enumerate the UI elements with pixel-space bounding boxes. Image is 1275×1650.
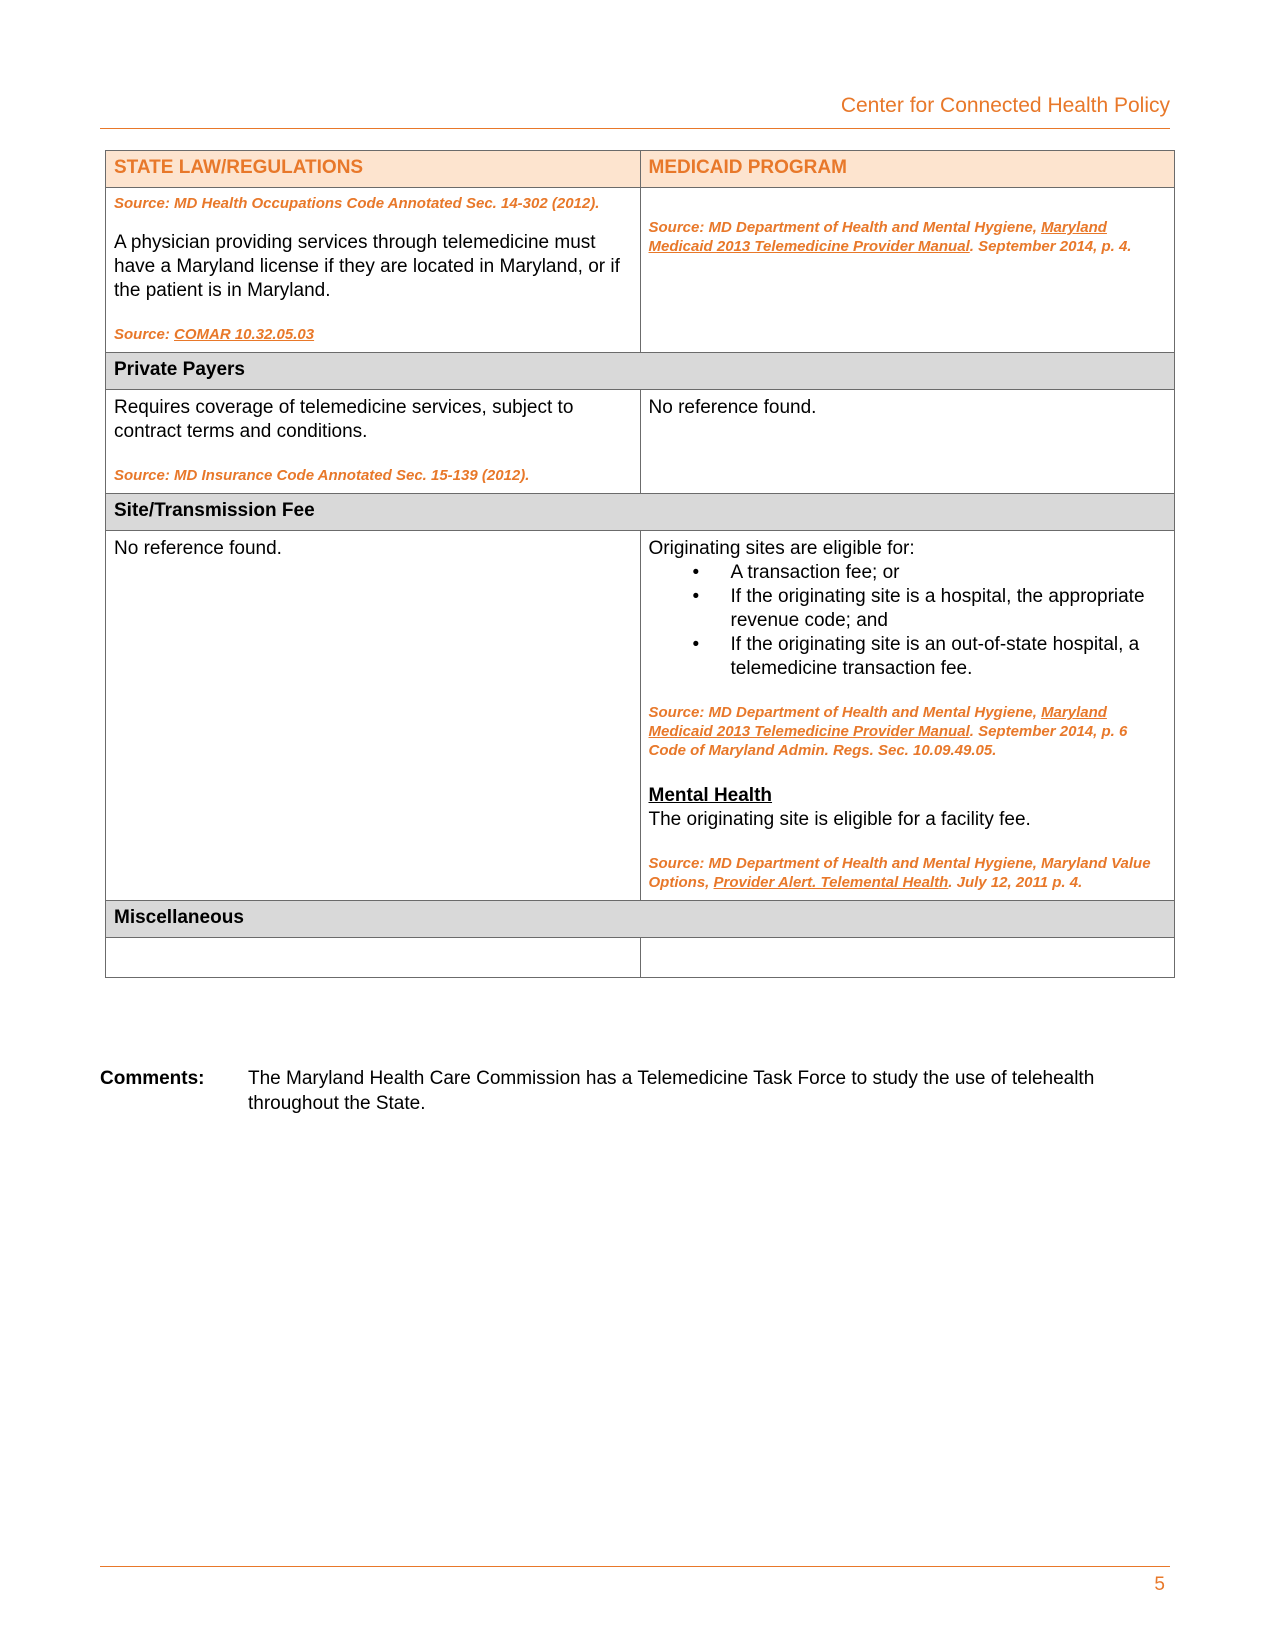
header-title: Center for Connected Health Policy [840,94,1170,117]
section-heading: Site/Transmission Fee [106,494,1175,531]
comar-link[interactable]: COMAR 10.32.05.03 [174,326,315,343]
table-row [106,188,1175,353]
column-header-medicaid: MEDICAID PROGRAM [640,151,1175,188]
section-row-miscellaneous [106,901,1175,938]
source-prefix: Source: MD Department of Health and Mental Hygiene, Maryland Value Options, [648,855,1151,891]
column-header-row [106,151,1175,188]
source-citation: Source: MD Insurance Code Annotated Sec. 15-139 (2012). [114,467,530,484]
source-citation [649,703,1167,760]
source-prefix: Source: [114,326,175,343]
list-item: • A transaction fee; or [731,561,1167,585]
source-suffix: . September 2014, p. 6 Code of Maryland Admin. Regs. Sec. 10.09.49.05. [648,723,1128,759]
licensing-medicaid-cell [640,188,1175,353]
source-suffix: . July 12, 2011 p. 4. [948,874,1083,891]
source-citation: Source: MD Health Occupations Code Annotated Sec. 14-302 (2012). [114,195,600,212]
licensing-state-cell [106,188,641,353]
no-reference-text: No reference found. [114,538,282,559]
table-row [106,531,1175,901]
site-fee-intro: Originating sites are eligible for: [648,538,915,559]
list-item: • If the originating site is a hospital, the appropriate revenue code; and [731,585,1167,633]
provider-alert-link[interactable]: Provider Alert. Telemental Health [713,874,949,891]
source-prefix: Source: MD Department of Health and Mental Hygiene, [648,219,1042,236]
site-fee-bullet-list [649,561,1167,681]
policy-table [105,150,1175,978]
no-reference-text: No reference found. [648,397,817,418]
miscellaneous-medicaid-cell [640,938,1175,978]
source-suffix: . September 2014, p. 4. [969,238,1132,255]
source-citation [649,854,1167,892]
site-fee-medicaid-cell [640,531,1175,901]
section-heading: Miscellaneous [106,901,1175,938]
private-payers-medicaid-cell [640,390,1175,494]
footer-divider [100,1566,1170,1567]
provider-manual-link[interactable]: Maryland Medicaid 2013 Telemedicine Provider Manual [648,704,1107,740]
table-row [106,938,1175,978]
header-divider [100,128,1170,129]
comments-text: The Maryland Health Care Commission has a Telemedicine Task Force to study the use of telehealth throughout the State. [248,1068,1095,1114]
mental-health-heading: Mental Health [648,785,773,806]
list-item: • If the originating site is an out-of-state hospital, a telemedicine transaction fee. [731,633,1167,681]
table-row [106,390,1175,494]
column-header-state-law: STATE LAW/REGULATIONS [106,151,641,188]
source-citation [649,218,1167,256]
site-fee-state-cell [106,531,641,901]
miscellaneous-state-cell [106,938,641,978]
private-payers-text: Requires coverage of telemedicine services, subject to contract terms and conditions. [114,397,574,442]
comments-block [100,1066,1100,1116]
licensing-text: A physician providing services through telemedicine must have a Maryland license if they are located in Maryland, or if the patient is in Maryland. [114,232,620,301]
source-citation [114,325,632,344]
source-prefix: Source: MD Department of Health and Mental Hygiene, [648,704,1042,721]
private-payers-state-cell [106,390,641,494]
section-heading: Private Payers [106,353,1175,390]
page-number: 5 [1154,1574,1165,1595]
section-row-private-payers [106,353,1175,390]
provider-manual-link[interactable]: Maryland Medicaid 2013 Telemedicine Provider Manual [648,219,1107,255]
comments-label: Comments: [100,1068,205,1089]
mental-health-text: The originating site is eligible for a facility fee. [648,809,1031,830]
section-row-site-fee [106,494,1175,531]
